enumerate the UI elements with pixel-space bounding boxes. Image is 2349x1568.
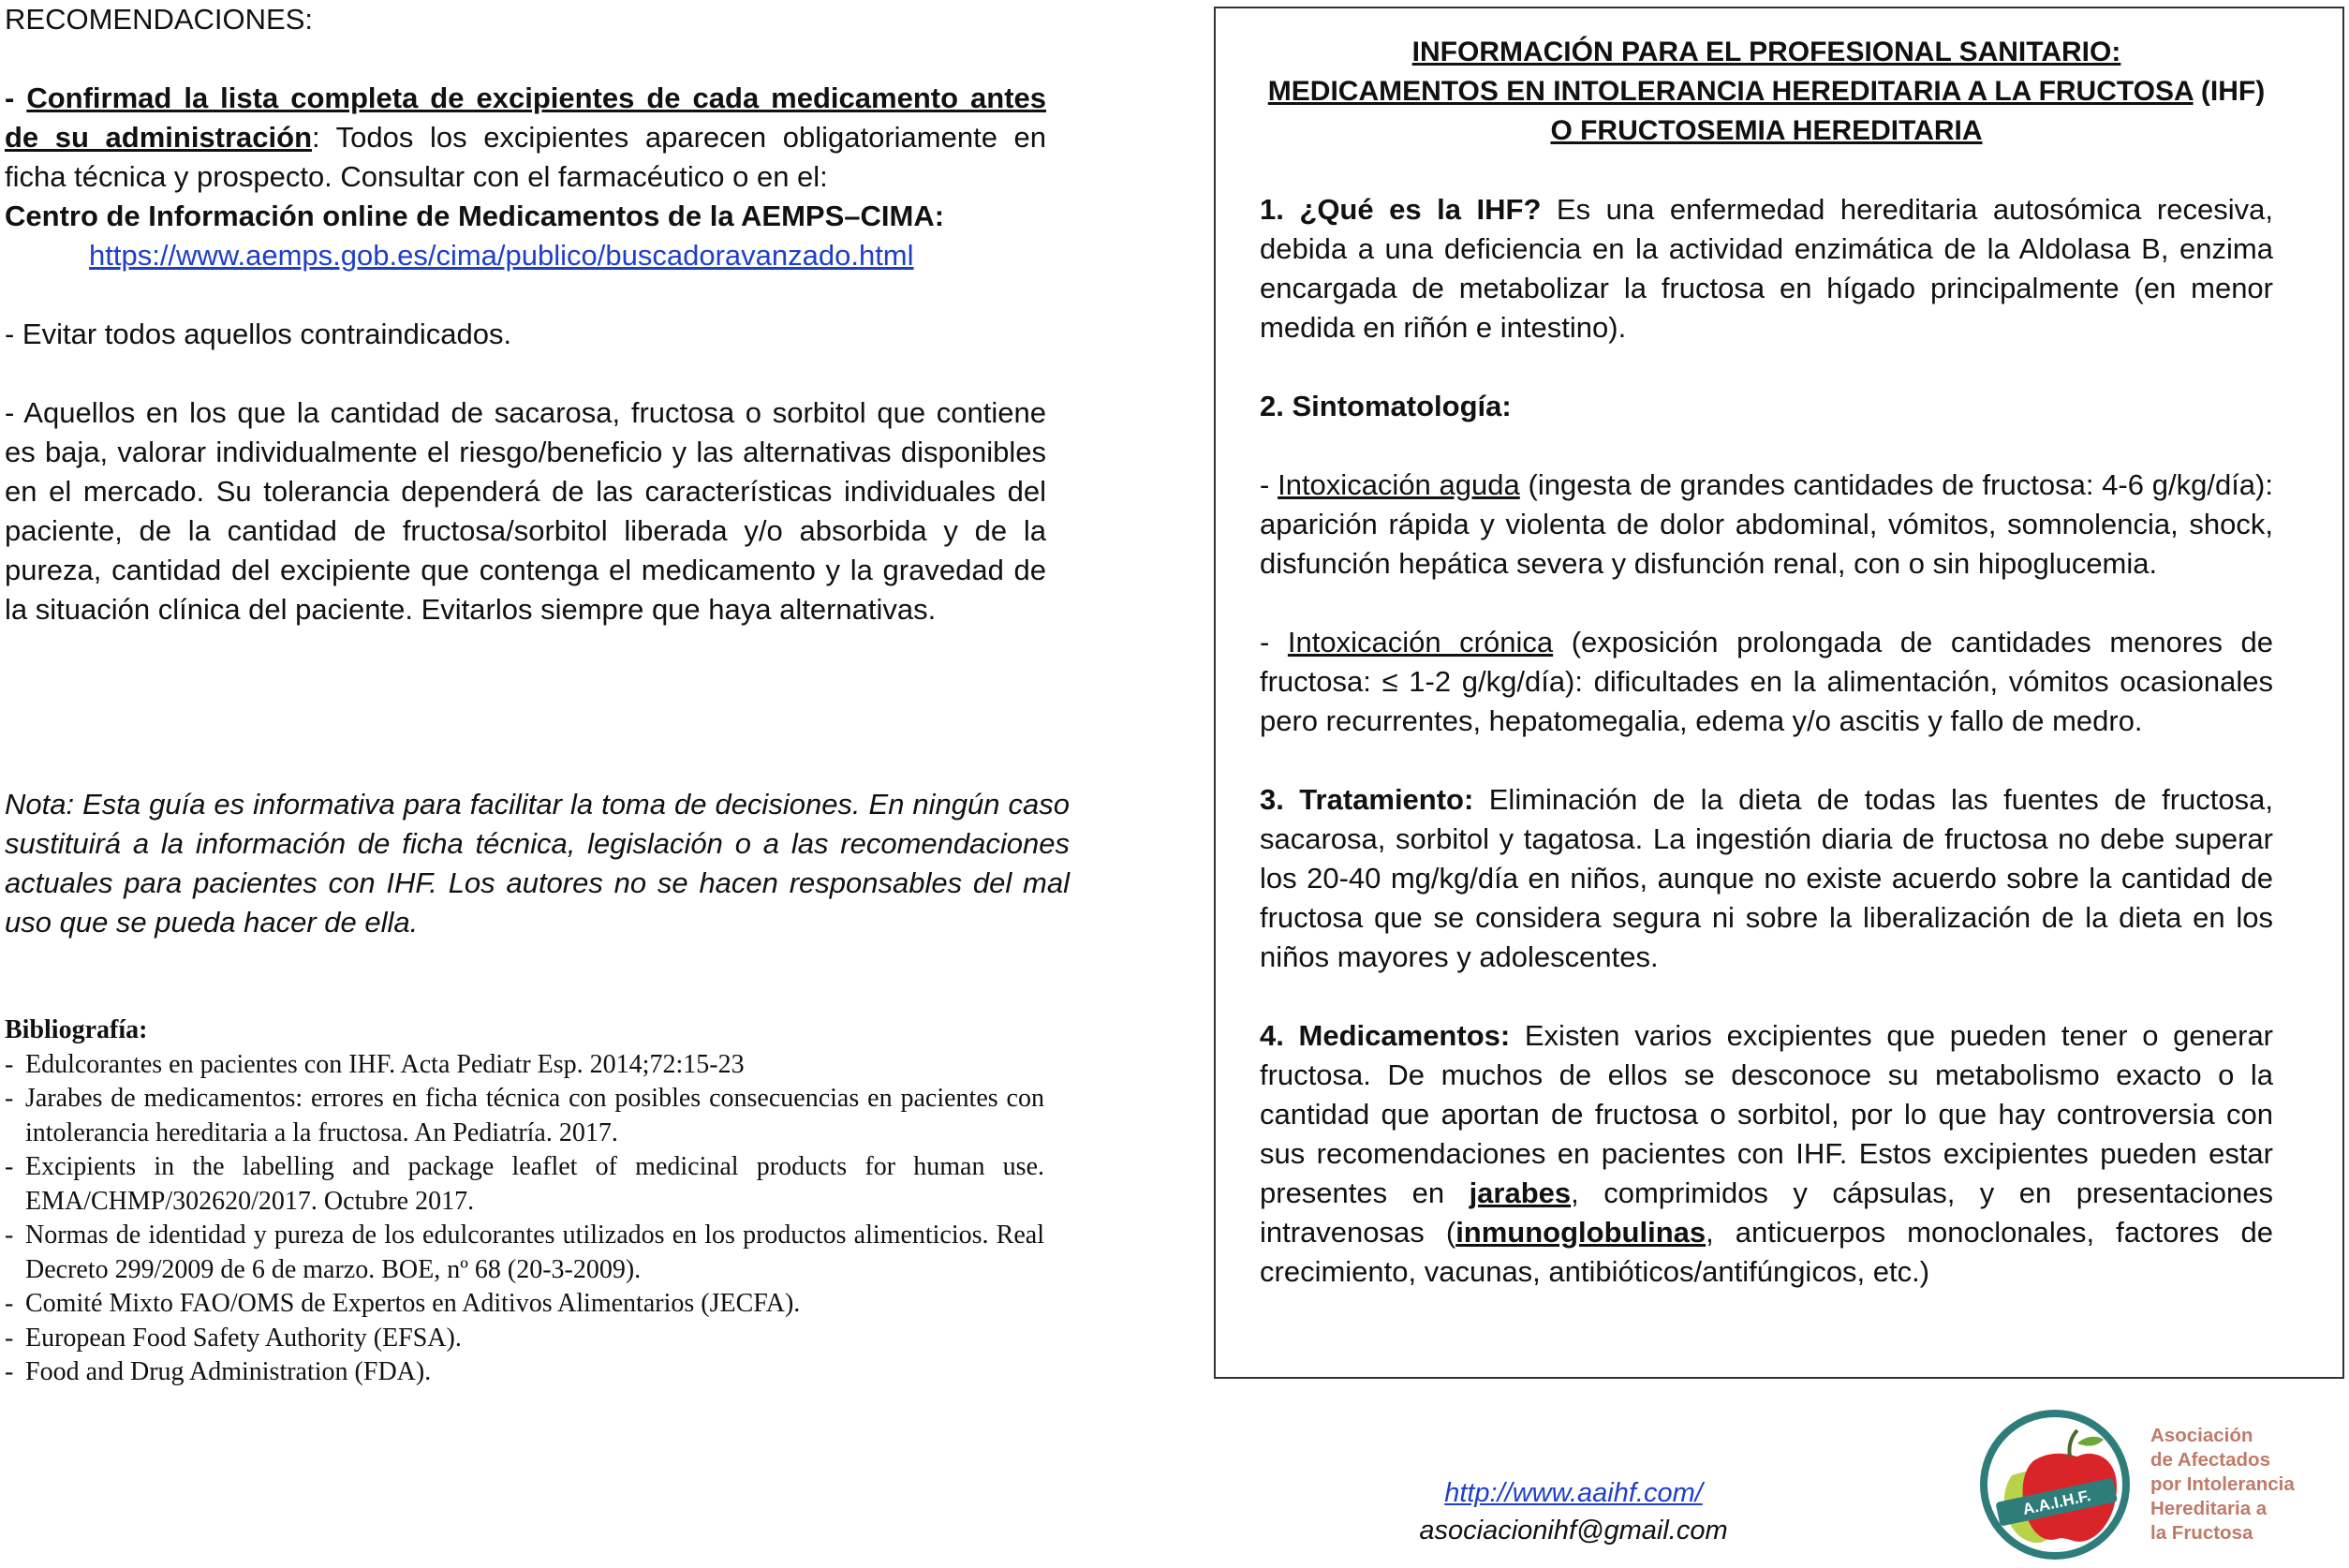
section-medications: 4. Medicamentos: Existen varios excipientes que pueden tener o generar fructosa. De muchos de ellos se desconoce su metabolismo exacto o la cantidad que aportan de fructosa o sorbitol, por lo que hay controversia con sus recomendaciones en pacientes con IHF. Estos excipientes pueden estar presentes en jarabes, comprimidos y cápsulas, y en presentaciones intravenosas (inmunoglobulinas, anticuerpos monoclonales, factores de crecimiento, vacunas, antibióticos/antifúngicos, etc.) xyxy=(1260,1019,2274,1288)
contact-email[interactable]: asociacionihf@gmail.com xyxy=(1419,1516,1728,1546)
rec1-text: : Todos los excipientes aparecen obligatoriamente en ficha técnica y prospecto. Consultar con el farmacéutico o en el: xyxy=(5,121,1046,193)
contact-footer xyxy=(1386,1474,1761,1549)
organization-name: Asociación de Afectados por Intolerancia Hereditaria a la Fructosa xyxy=(2150,1425,2295,1544)
rec1-emphasis: Confirmad la lista completa de excipientes de cada medicamento antes de su administración xyxy=(5,81,1047,154)
box-title-line-3: O FRUCTOSEMIA HEREDITARIA xyxy=(1550,115,1983,146)
box-title-line-2: MEDICAMENTOS EN INTOLERANCIA HEREDITARIA A LA FRUCTOSA (IHF) xyxy=(1267,76,2266,107)
recommendations-section xyxy=(5,0,1046,629)
bibliography-item: - Comité Mixto FAO/OMS de Expertos en Aditivos Alimentarios (JECFA). xyxy=(5,1289,801,1318)
section-symptoms-heading: 2. Sintomatología: xyxy=(1260,390,1512,422)
section-what-is-ihf: 1. ¿Qué es la IHF? Es una enfermedad hereditaria autosómica recesiva, debida a una deficiencia en la actividad enzimática de la Aldolasa B, enzima encargada de metabolizar la fructosa en hígado principalmente (en menor medida en riñón e intestino). xyxy=(1260,193,2273,344)
bibliography-item: - Excipients in the labelling and package leaflet of medicinal products for human use. EMA/CHMP/302620/2017. Octubre 2017. xyxy=(5,1152,1044,1216)
recommendations-heading: RECOMENDACIONES: xyxy=(5,3,313,36)
recommendation-1 xyxy=(5,79,1046,197)
bibliography-item: - Jarabes de medicamentos: errores en ficha técnica con posibles consecuencias en pacientes con intolerancia hereditaria a la fructosa. An Pediatría. 2017. xyxy=(5,1084,1044,1147)
bibliography-item: - European Food Safety Authority (EFSA). xyxy=(5,1323,462,1353)
box-title-line-1: INFORMACIÓN PARA EL PROFESIONAL SANITARIO: xyxy=(1411,37,2121,67)
bibliography-item: - Normas de identidad y pureza de los edulcorantes utilizados en los productos alimenticios. Real Decreto 299/2009 de 6 de marzo. BOE, nº 68 (20-3-2009). xyxy=(5,1220,1044,1284)
website-link[interactable]: http://www.aaihf.com/ xyxy=(1444,1478,1703,1508)
logo-badge-text: A.A.I.H.F. xyxy=(2020,1487,2092,1519)
symptoms-chronic: - Intoxicación crónica (exposición prolongada de cantidades menores de fructosa: ≤ 1-2 g/kg/día): dificultades en la alimentación, vómitos ocasionales pero recurrentes, hepatomegalia, edema y/o ascitis y fallo de medro. xyxy=(1260,626,2274,737)
rec1-dash: - xyxy=(5,81,27,114)
symptoms-acute: - Intoxicación aguda (ingesta de grandes cantidades de fructosa: 4-6 g/kg/día): aparición rápida y violenta de dolor abdominal, vómitos, somnolencia, shock, disfunción hepática severa y disfunción renal, con o sin hipoglucemia. xyxy=(1260,468,2273,580)
section-treatment: 3. Tratamiento: Eliminación de la dieta de todas las fuentes de fructosa, sacarosa, sorbitol y tagatosa. La ingestión diaria de fructosa no debe superar los 20-40 mg/kg/día en niños, aunque no existe acuerdo sobre la cantidad de fructosa que se considera segura ni sobre la liberalización de la dieta en los niños mayores y adolescentes. xyxy=(1260,783,2273,973)
recommendation-3: - Aquellos en los que la cantidad de sacarosa, fructosa o sorbitol que contiene es baja, valorar individualmente el riesgo/beneficio y las alternativas disponibles en el mercado. Su tolerancia dependerá de las características individuales del paciente, de la cantidad de fructosa/sorbitol liberada y/o absorbida y de la pureza, cantidad del excipiente que contenga el medicamento y la gravedad de la situación clínica del paciente. Evitarlos siempre que haya alternativas. xyxy=(5,396,1046,626)
recommendation-2: - Evitar todos aquellos contraindicados. xyxy=(5,318,512,350)
bibliography-title: Bibliografía: xyxy=(5,1015,148,1044)
bibliography xyxy=(5,1013,1044,1390)
disclaimer-note: Nota: Esta guía es informativa para facilitar la toma de decisiones. En ningún caso sustituirá a la información de ficha técnica, legislación o a las recomendaciones actuales para pacientes con IHF. Los autores no se hacen responsables del mal uso que se pueda hacer de ella. xyxy=(5,788,1070,939)
bibliography-item: - Food and Drug Administration (FDA). xyxy=(5,1357,432,1386)
bibliography-item: - Edulcorantes en pacientes con IHF. Acta Pediatr Esp. 2014;72:15-23 xyxy=(5,1049,745,1079)
cima-link[interactable]: https://www.aemps.gob.es/cima/publico/buscadoravanzado.html xyxy=(89,239,914,272)
aaihf-logo xyxy=(1976,1410,2134,1560)
cima-label: Centro de Información online de Medicamentos de la AEMPS–CIMA: xyxy=(5,200,945,232)
professional-info-box xyxy=(1214,7,2344,1379)
